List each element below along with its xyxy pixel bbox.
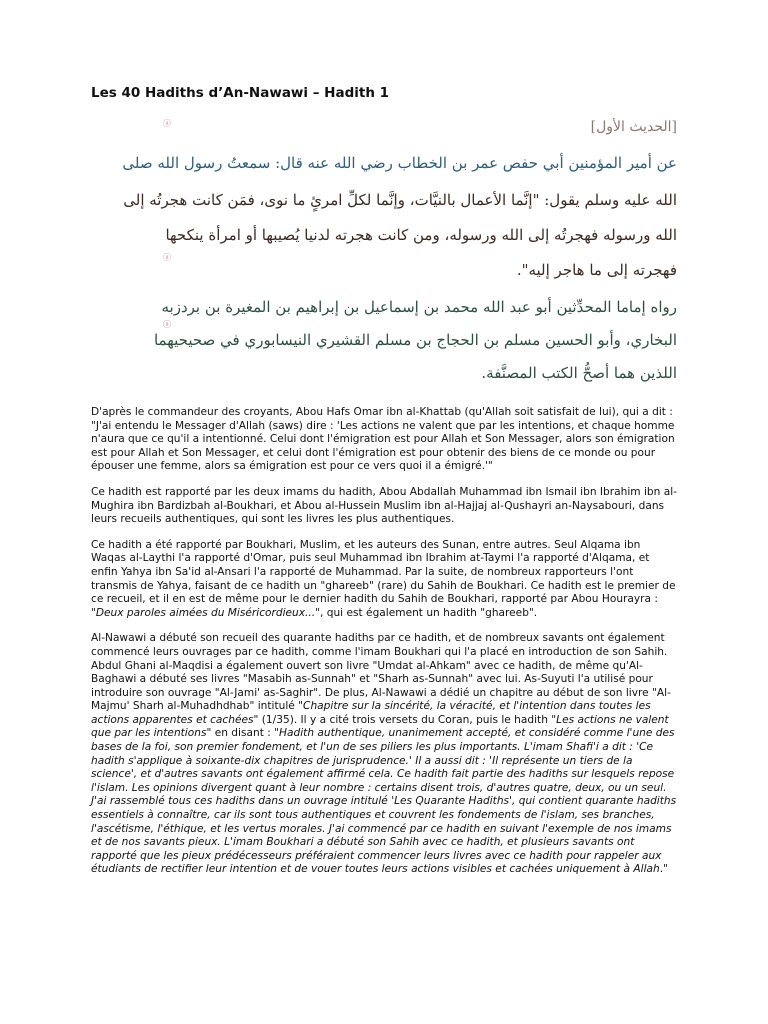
document-title: Les 40 Hadiths d’An-Nawawi – Hadith 1: [91, 85, 390, 101]
paragraph-marker: ⓐ: [163, 119, 171, 128]
text-run: Al-Nawawi a débuté son recueil des quarante hadiths par ce hadith, et de nombreux savants ont également commencé leurs ouvrages par ce hadith, comme l'imam Boukhari qui l'a placé en introduction de son Sahih. Abdul Ghani al-Maqdisi a également ouvert son livre "Umdat al-Ahkam" avec ce hadith, de même qu'Al-Baghawi a débuté ses livres "Masabih as-Sunnah" et "Sharh as-Sunnah" avec lui. As-Suyuti l'a utilisé pour introduire son ouvrage "Al-Jami' as-Saghir". De plus, Al-Nawawi a dédié un chapitre au début de son livre "Al-Majmu' Sharh al-Muhadhdhab" intitulé ": [91, 632, 671, 713]
text-run: Ce hadith a été rapporté par Boukhari, Muslim, et les auteurs des Sunan, entre autres. Seul Alqama ibn Waqas al-Laythi l'a rapporté d'Omar, puis seul Muhammad ibn Ibrahim at-Taymi l'a rapporté d'Alqama, et enfin Yahya ibn Sa'id al-Ansari l'a rapporté de Muhammad. Par la suite, de nombreux rapporteurs l'ont transmis de Yahya, faisant de ce hadith un "ghareeb" (rare) du Sahih de Boukhari. Ce hadith est le premier de ce recueil, et il en est de même pour le dernier hadith du Sahih de Boukhari, rapporté par Abou Hourayra : ": [91, 538, 676, 619]
arabic-hadith-image: [91, 116, 677, 398]
arabic-line: البخاري، وأبو الحسين مسلم بن الحجاج بن مسلم القشيري النيسابوري في صحيحيهما: [153, 331, 677, 349]
arabic-line: الله ورسوله فهجرتُه إلى الله ورسوله، ومن كانت هجرته لدنيا يُصيبها أو امرأة ينكحها: [165, 226, 677, 244]
italic-quote: Hadith authentique, unanimement accepté, et considéré comme l'une des bases de la foi, son premier fondement, et l'un de ses piliers les plus importants. L'imam Shafi'i a dit : 'Ce hadith s'applique à soixante-dix chapitres de jurisprudence.' Il a aussi dit : 'Il représente un tiers de la science', et d'autres savants ont également affirmé cela. Ce hadith fait partie des hadiths sur lesquels repose l'islam. Les opinions divergent quant à leur nombre : certains disent trois, d'autres quatre, deux, ou un seul. J'ai rassemblé tous ces hadiths dans un ouvrage intitulé 'Les Quarante Hadiths', qui contient quarante hadiths essentiels à connaître, car ils sont tous authentiques et couvrent les fondements de l'islam, ses branches, l'ascétisme, l'éthique, et les vertus morales. J'ai commencé par ce hadith en suivant l'exemple de nos imams et de nos savants pieux. L'imam Boukhari a débuté son Sahih avec ce hadith, et plusieurs savants ont rapporté que les pieux prédécesseurs préféraient commencer leurs livres avec ce hadith pour rappeler aux étudiants de rectifier leur intention et de vouer toutes leurs actions visibles et cachées uniquement à Allah: [91, 727, 677, 876]
italic-quote: Chapitre sur la sincérité, la véracité, et l'intention dans toutes les actions apparentes et cachées: [91, 700, 651, 726]
paragraph-marker: ⓐ: [163, 253, 171, 262]
paragraph-marker: ⓐ: [163, 320, 171, 329]
arabic-heading: [الحديث الأول]: [590, 119, 677, 135]
italic-quote: Les actions ne valent que par les intentions: [91, 713, 669, 740]
paragraph-transmission: [91, 539, 677, 621]
text-run: " (1/35). Il y a cité trois versets du Coran, puis le hadith ": [253, 713, 557, 726]
document-page: [91, 84, 677, 889]
paragraph-narrators: Ce hadith est rapporté par les deux imams du hadith, Abou Abdallah Muhammad ibn Ismail ibn Ibrahim ibn al-Mughira ibn Bardizbah al-Boukhari, et Abou al-Hussein Muslim ibn al-Hajjaj al-Qushayri an-Naysabouri, dans leurs recueils authentiques, qui sont les livres les plus authentiques.: [91, 485, 677, 526]
arabic-line: الله عليه وسلم يقول: "إنَّما الأعمال بالنيَّات، وإنَّما لكلِّ امرئٍ ما نوى، فمَن كانت هجرتُه إلى: [123, 191, 677, 209]
text-run: " en disant : ": [206, 727, 280, 740]
arabic-line: اللذين هما أصحُّ الكتب المصنَّفة.: [481, 364, 677, 382]
italic-quote: Deux paroles aimées du Miséricordieux...: [95, 606, 316, 619]
text-run: .": [659, 863, 668, 876]
arabic-line: رواه إماما المحدِّثين أبو عبد الله محمد بن إسماعيل بن إبراهيم بن المغيرة بن بردزبه: [161, 298, 677, 316]
arabic-line: عن أمير المؤمنين أبي حفص عمر بن الخطاب رضي الله عنه قال: سمعتُ رسول الله صلى: [122, 154, 677, 172]
paragraph-scholars: [91, 632, 677, 877]
arabic-line: فهجرته إلى ما هاجر إليه".: [516, 261, 677, 279]
paragraph-translation: D'après le commandeur des croyants, Abou Hafs Omar ibn al-Khattab (qu'Allah soit satisfait de lui), qui a dit : "J'ai entendu le Messager d'Allah (saws) dire : 'Les actions ne valent que par les intentions, et chaque homme n'aura que ce qu'il a intentionné. Celui dont l'émigration est pour Allah et Son Messager, alors son émigration est pour Allah et Son Messager, et celui dont l'émigration est pour obtenir des biens de ce monde ou pour épouser une femme, alors sa émigration est pour ce vers quoi il a émigré.'": [91, 406, 675, 473]
text-run: ", qui est également un hadith "ghareeb".: [315, 606, 538, 619]
